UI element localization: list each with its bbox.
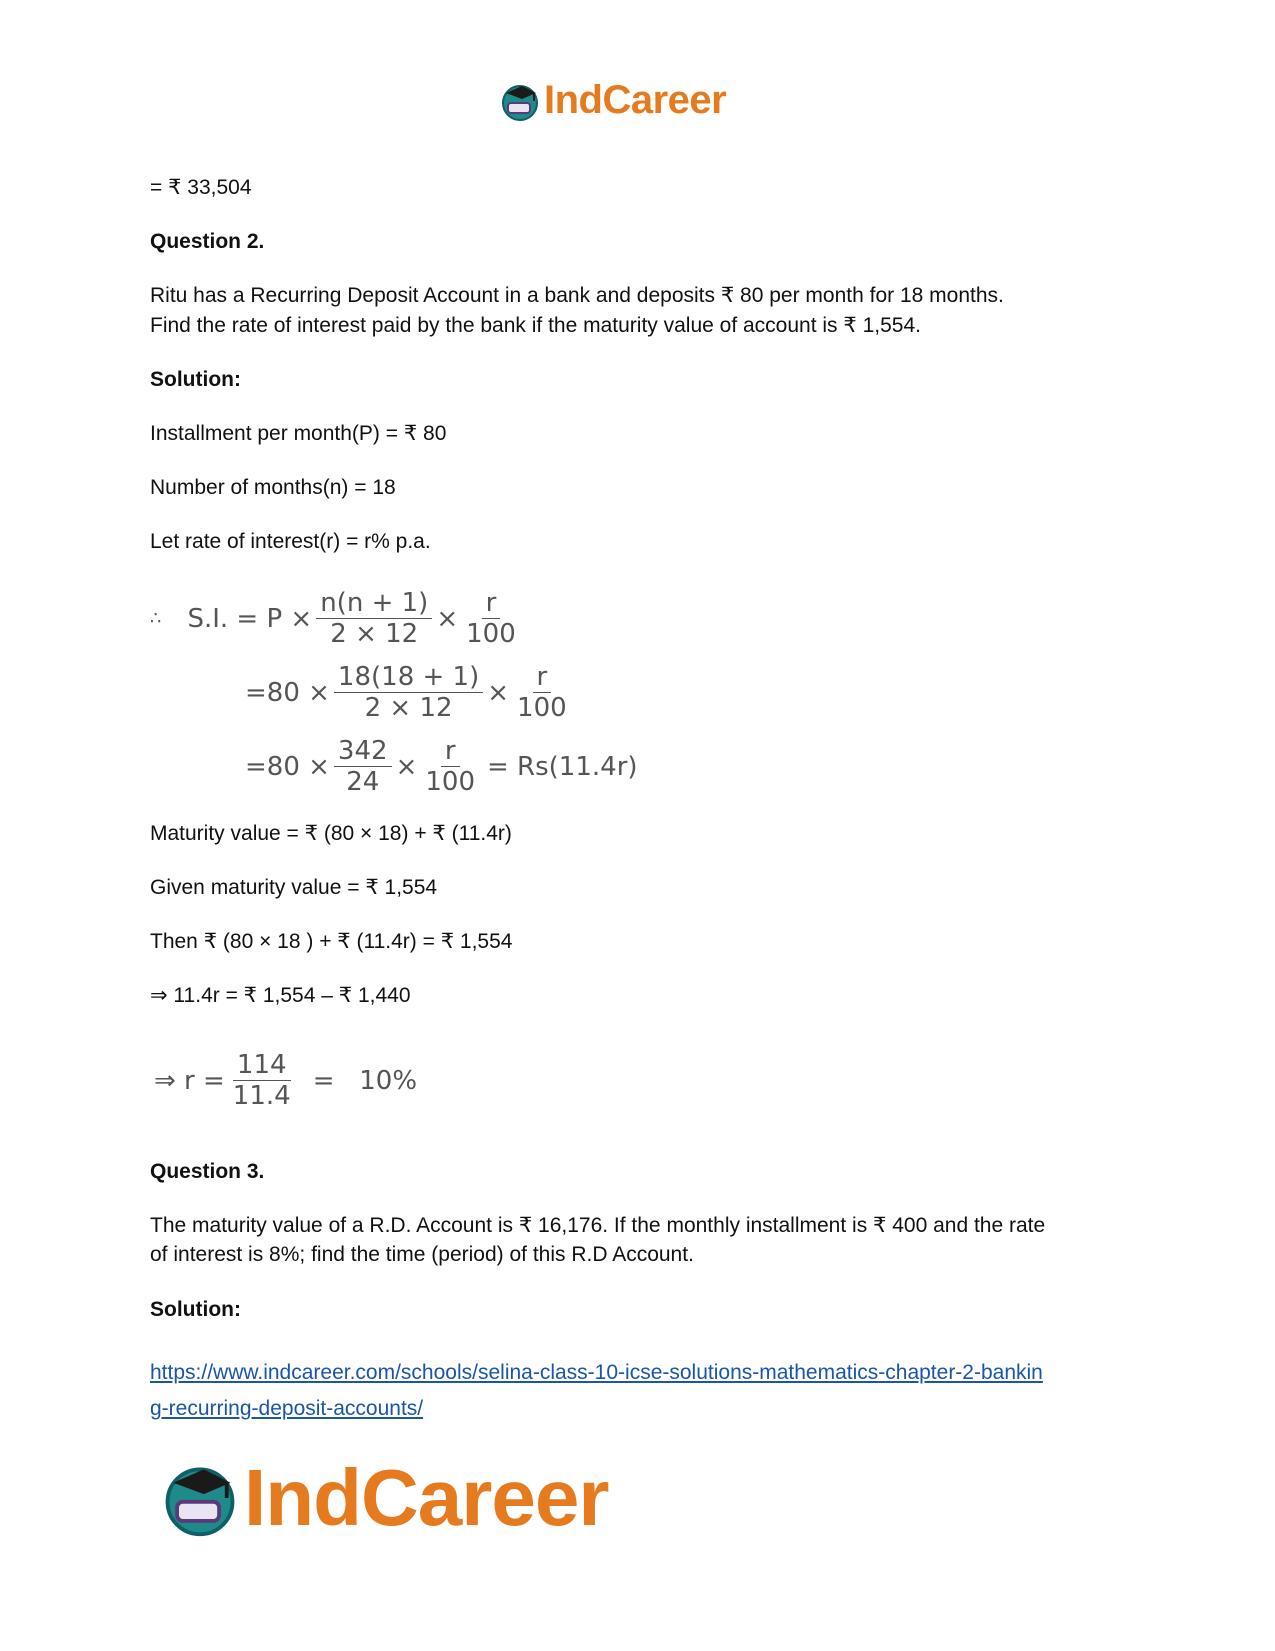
footer-brand: IndCareer: [244, 1453, 609, 1542]
fraction-18-19: $\frac{18(18 + 1)}{2 \times 12}$: [334, 662, 483, 723]
times-symbol: ×: [487, 677, 510, 708]
footer-logo: [158, 1452, 608, 1544]
times-symbol: ×: [436, 603, 459, 634]
si-formula-block: [150, 588, 638, 808]
therefore-symbol: ∴: [150, 608, 162, 629]
si-lhs: S.I. = P ×: [187, 603, 313, 634]
previous-result: = ₹ 33,504: [150, 176, 252, 199]
solution-heading: Solution:: [150, 368, 241, 391]
question-2-heading: Question 2.: [150, 230, 265, 253]
graduation-cap-icon: [498, 79, 542, 123]
fraction-r-100: $\frac{r}{100}$: [466, 588, 516, 649]
eq-80-times: =80 ×: [245, 751, 330, 782]
source-url-line-1[interactable]: https://www.indcareer.com/schools/selina-class-10-icse-solutions-mathematics-chapter-2-bankin: [150, 1361, 1043, 1384]
question-3-text-line-1: The maturity value of a R.D. Account is ₹ 16,176. If the monthly installment is ₹ 400 and the rate: [150, 1214, 1046, 1237]
rs-result: = Rs(11.4r): [487, 751, 638, 782]
fraction-r-100: $\frac{r}{100}$: [517, 662, 567, 723]
fraction-n-n-plus-1: $\frac{n(n + 1)}{2 \times 12}$: [316, 588, 432, 649]
eq-80-times: =80 ×: [245, 677, 330, 708]
maturity-value-line: Maturity value = ₹ (80 × 18) + ₹ (11.4r): [150, 822, 512, 845]
question-3-text-line-2: of interest is 8%; find the time (period) of this R.D Account.: [150, 1243, 694, 1266]
months-line: Number of months(n) = 18: [150, 476, 396, 499]
result-10-percent: = 10%: [312, 1065, 418, 1096]
fraction-342-24: $\frac{342}{24}$: [334, 736, 392, 797]
source-url-line-2[interactable]: g-recurring-deposit-accounts/: [150, 1397, 424, 1420]
then-equation-line: Then ₹ (80 × 18 ) + ₹ (11.4r) = ₹ 1,554: [150, 930, 513, 953]
times-symbol: ×: [395, 751, 418, 782]
solution-heading-2: Solution:: [150, 1298, 241, 1321]
implies-line: ⇒ 11.4r = ₹ 1,554 – ₹ 1,440: [150, 984, 411, 1007]
rate-result-formula: [150, 1050, 450, 1130]
r-implies: ⇒ r =: [154, 1065, 225, 1096]
question-2-text-line-1: Ritu has a Recurring Deposit Account in a bank and deposits ₹ 80 per month for 18 months.: [150, 284, 1004, 307]
installment-line: Installment per month(P) = ₹ 80: [150, 422, 447, 445]
header-logo: [498, 78, 726, 123]
fraction-114-11-4: $\frac{114}{11.4}$: [232, 1050, 291, 1111]
question-2-text-line-2: Find the rate of interest paid by the bank if the maturity value of account is ₹ 1,554.: [150, 314, 921, 337]
graduation-cap-icon: [158, 1456, 242, 1540]
question-3-heading: Question 3.: [150, 1160, 265, 1183]
given-maturity-line: Given maturity value = ₹ 1,554: [150, 876, 438, 899]
rate-line: Let rate of interest(r) = r% p.a.: [150, 530, 431, 553]
header-brand: IndCareer: [544, 78, 727, 122]
fraction-r-100: $\frac{r}{100}$: [425, 736, 475, 797]
